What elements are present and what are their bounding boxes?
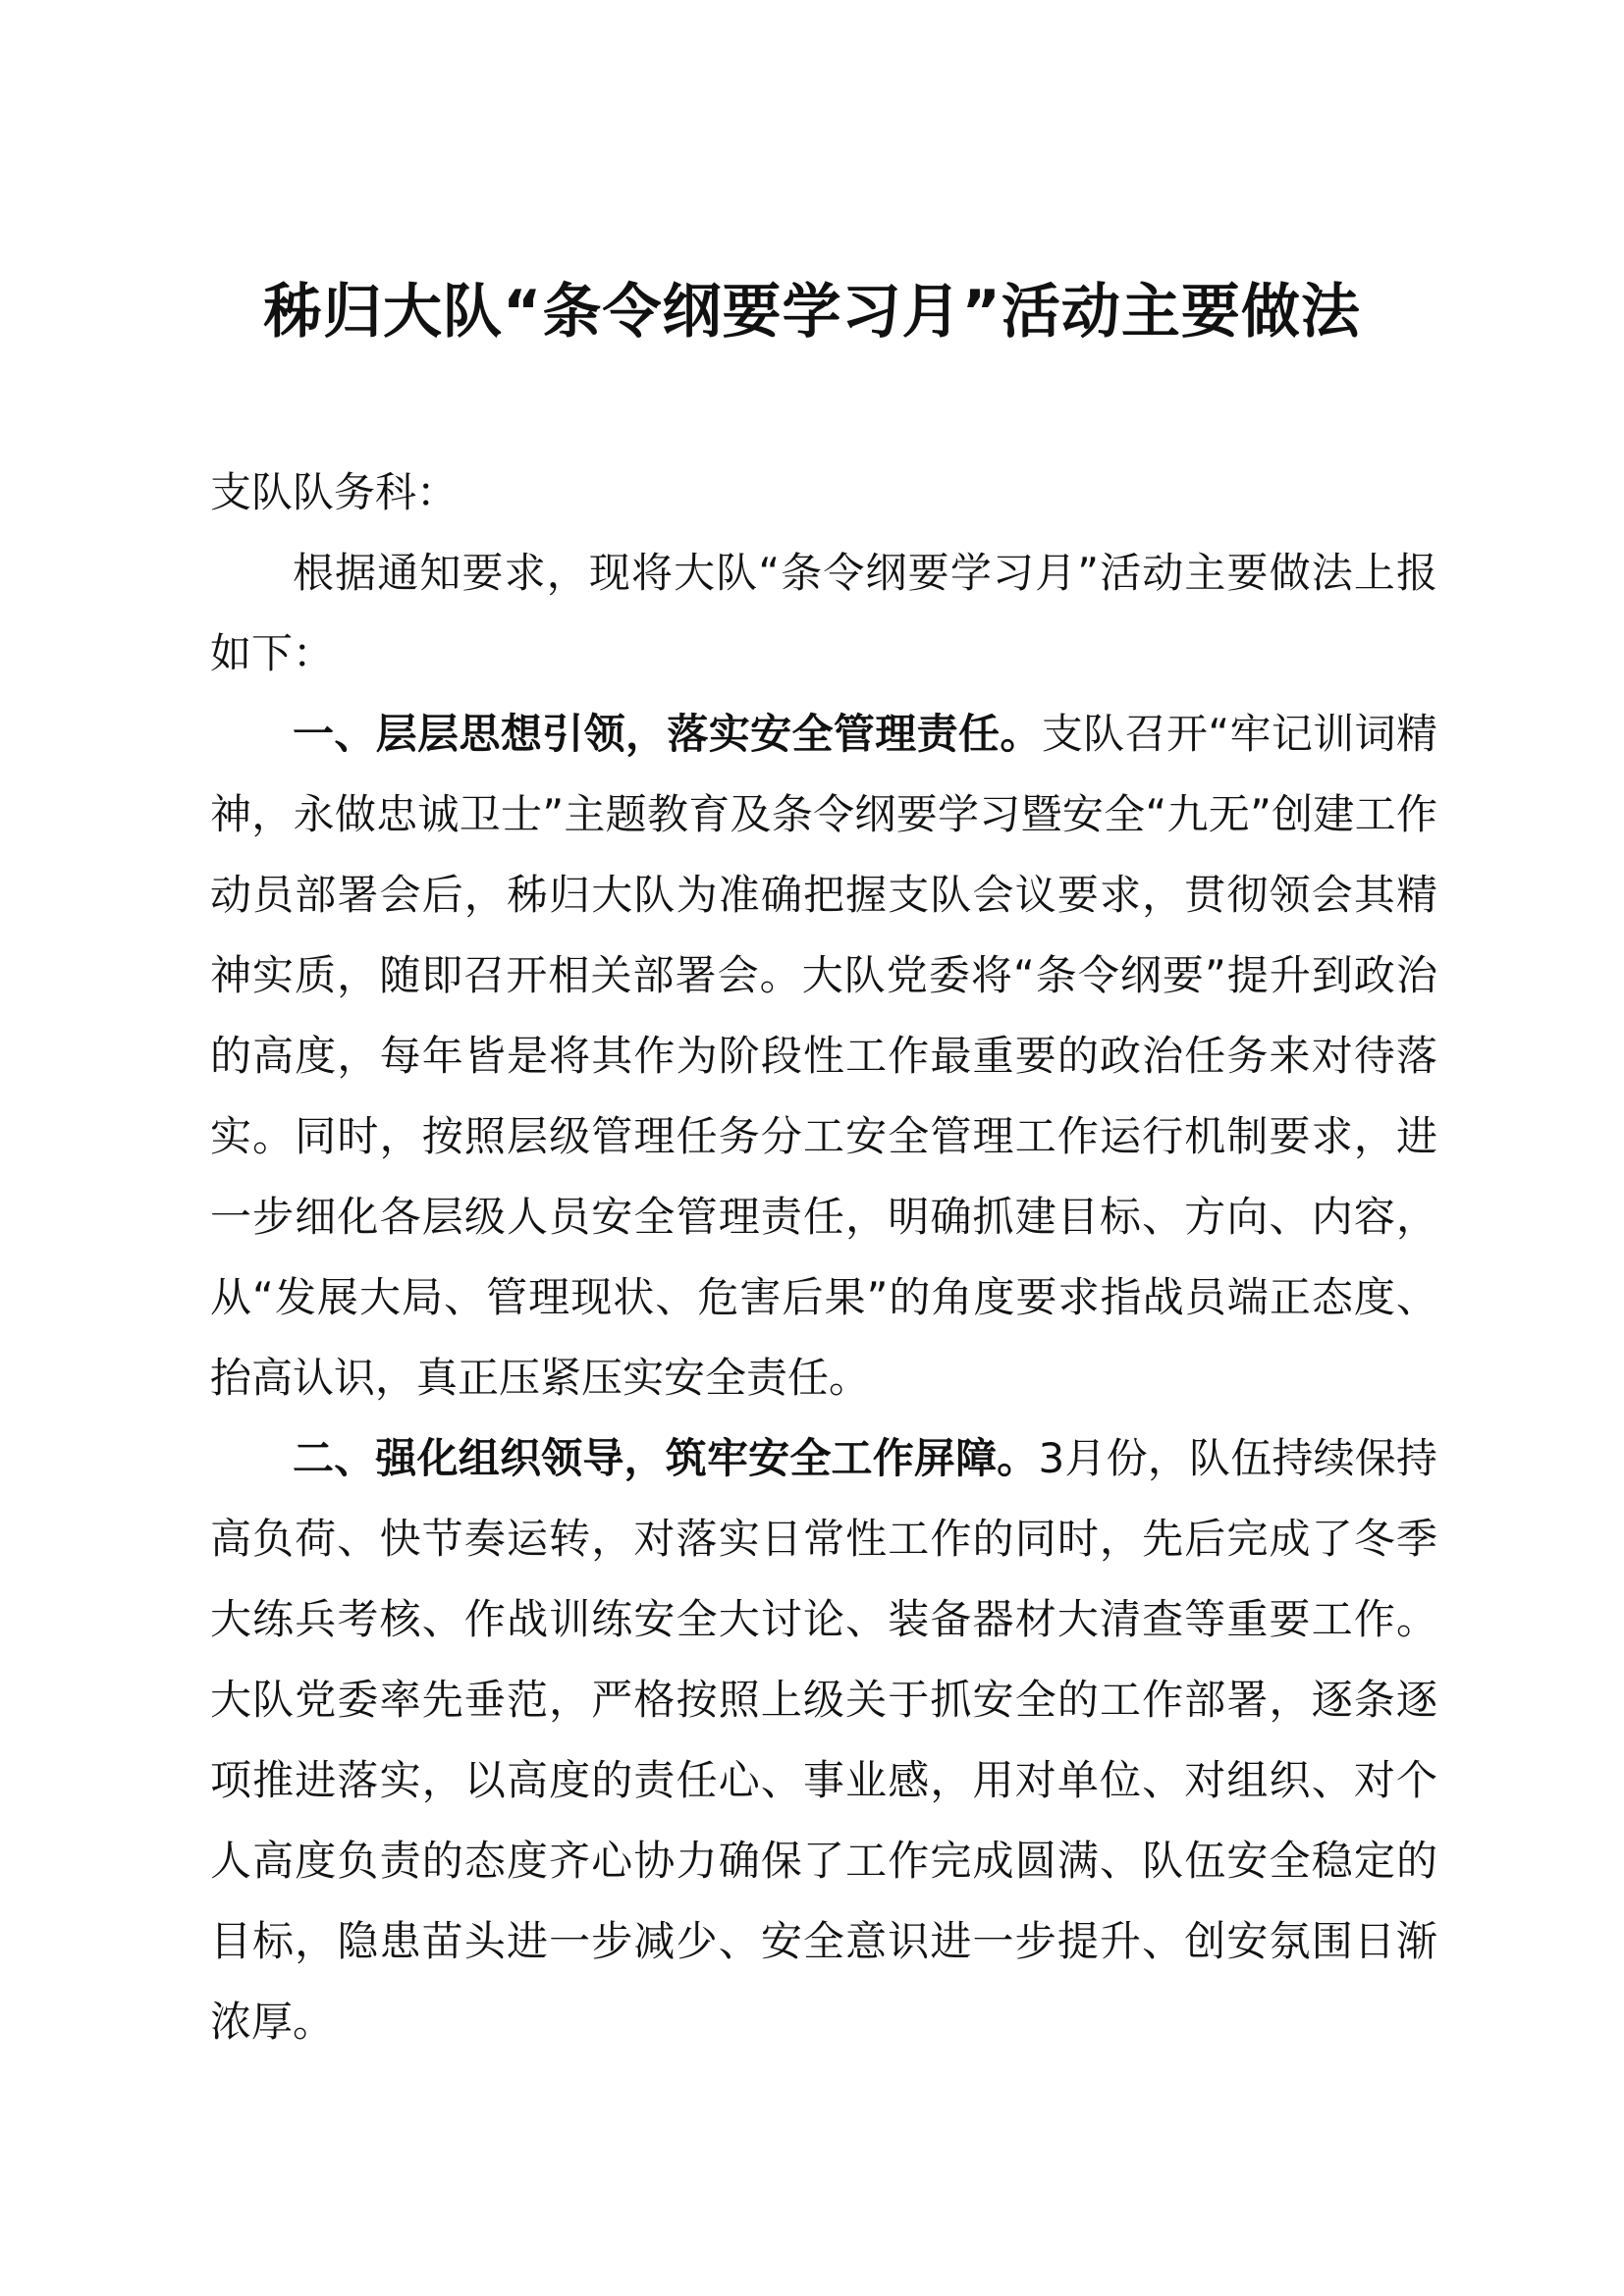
section-1-paragraph [210, 694, 1437, 1418]
document-title: 秭归大队“条令纲要学习月”活动主要做法 [263, 278, 1361, 347]
section-1-heading: 一、层层思想引领，落实安全管理责任。 [293, 710, 1042, 758]
document-body [210, 453, 1437, 2062]
section-2-heading: 二、强化组织领导，筑牢安全工作屏障。 [293, 1434, 1039, 1482]
section-2-body: 3月份，队伍持续保持高负荷、快节奏运转，对落实日常性工作的同时，先后完成了冬季大练兵考核、作战训练安全大讨论、装备器材大清查等重要工作。大队党委率先垂范，严格按照上级关于抓安全的工作部署，逐条逐项推进落实，以高度的责任心、事业感，用对单位、对组织、对个人高度负责的态度齐心协力确保了工作完成圆满、队伍安全稳定的目标，隐患苗头进一步减少、安全意识进一步提升、创安氛围日渐浓厚。 [210, 1434, 1437, 2046]
intro-paragraph: 根据通知要求，现将大队“条令纲要学习月”活动主要做法上报如下： [210, 549, 1437, 677]
section-1-body: 支队召开“牢记训词精神，永做忠诚卫士”主题教育及条令纲要学习暨安全“九无”创建工作动员部署会后，秭归大队为准确把握支队会议要求，贯彻领会其精神实质，随即召开相关部署会。大队党委将“条令纲要”提升到政治的高度，每年皆是将其作为阶段性工作最重要的政治任务来对待落实。同时，按照层级管理任务分工安全管理工作运行机制要求，进一步细化各层级人员安全管理责任，明确抓建目标、方向、内容，从“发展大局、管理现状、危害后果”的角度要求指战员端正态度、抬高认识，真正压紧压实安全责任。 [210, 710, 1437, 1402]
section-2-paragraph [210, 1418, 1437, 2062]
salutation: 支队队务科： [210, 468, 459, 516]
